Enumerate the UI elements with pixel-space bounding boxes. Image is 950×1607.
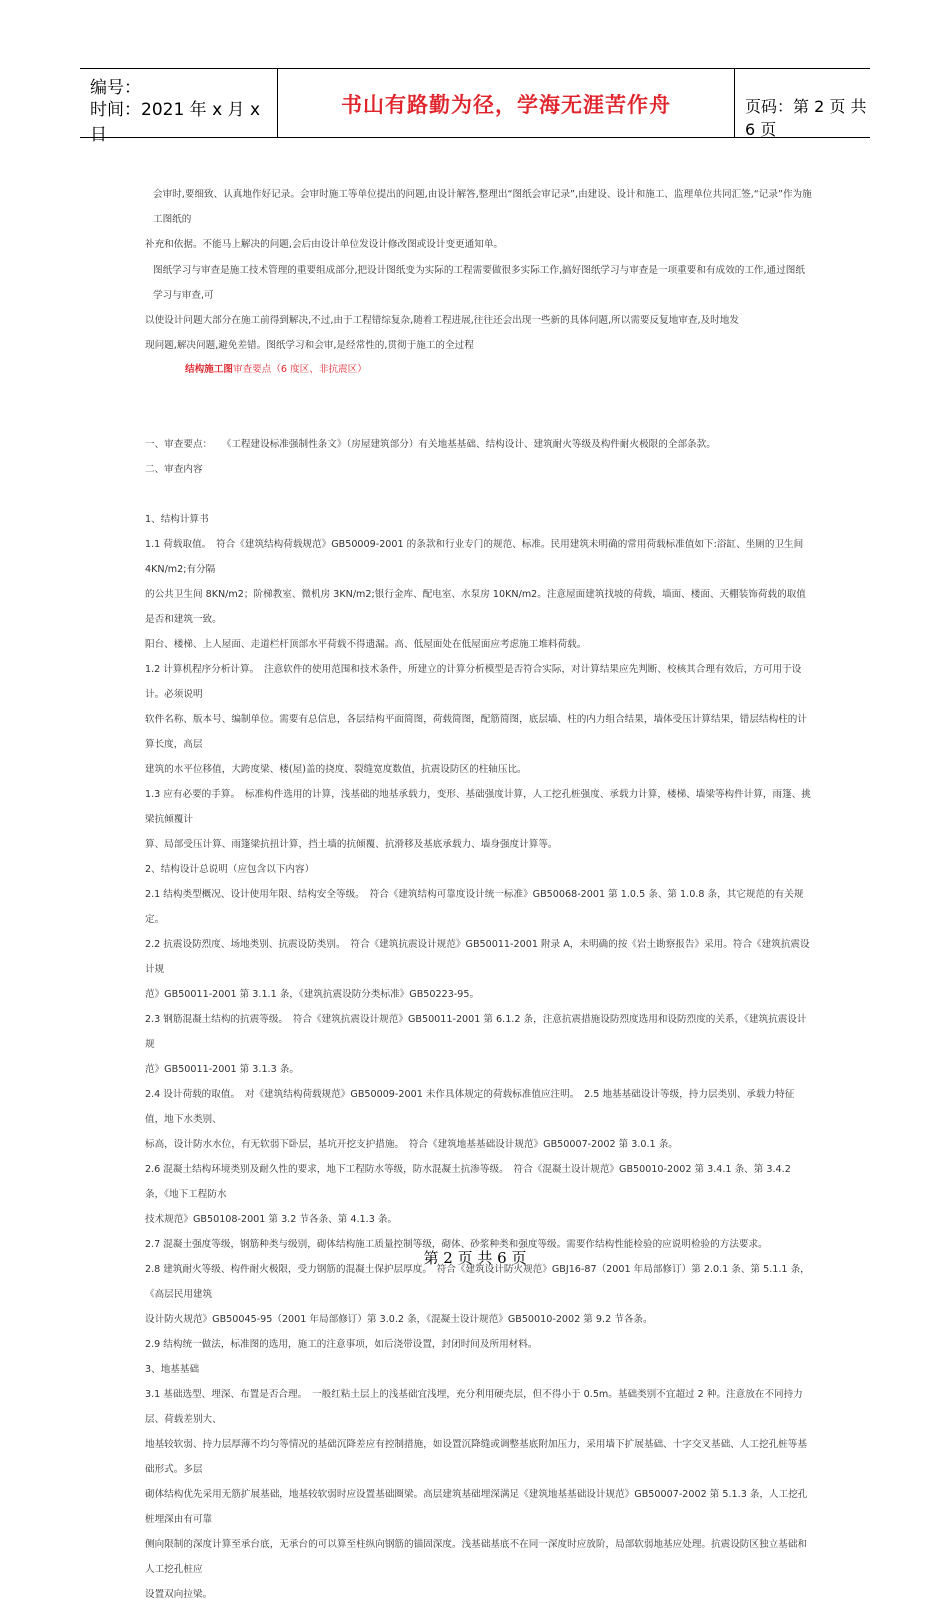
content-line: 2.3 钢筋混凝土结构的抗震等级。 符合《建筑抗震设计规范》GB50011-2001 第 6.1.2 条，注意抗震措施设防烈度选用和设防烈度的关系，《建筑抗震设计规 <box>145 1014 807 1050</box>
section-title-sub: 审查要点（6 度区、非抗震区） <box>232 364 367 375</box>
content-line: 2、结构设计总说明（应包含以下内容） <box>145 864 315 875</box>
content-line: 2.6 混凝土结构环境类别及耐久性的要求，地下工程防水等级，防水混凝土抗渗等级。 符合《混凝土设计规范》GB50010-2002 第 3.4.1 条、第 3.4.2 条，《地下工程防水 <box>145 1164 791 1200</box>
content-line: 二、审查内容 <box>145 464 203 475</box>
content-line: 阳台、楼梯、上人屋面、走道栏杆顶部水平荷载不得遗漏。高、低屋面处在低屋面应考虑施工堆料荷载。 <box>145 639 587 650</box>
content-block-2 <box>145 507 813 1607</box>
content-line: 算、局部受压计算、雨篷梁抗扭计算，挡土墙的抗倾覆、抗滑移及基底承载力、墙身强度计算等。 <box>145 839 558 850</box>
content-line: 3.1 基础选型、埋深、布置是否合理。 一般红粘土层上的浅基础宜浅埋，充分利用硬壳层，但不得小于 0.5m。基础类别不宜超过 2 种。注意放在不同持力层、荷载差别大、 <box>145 1389 803 1425</box>
content-line: 2.7 混凝土强度等级，钢筋种类与级别，砌体结构施工质量控制等级，砌体、砂浆种类和强度等级。需要作结构性能检验的应说明检验的方法要求。 <box>145 1239 768 1250</box>
content-line: 1.1 荷载取值。 符合《建筑结构荷载规范》GB50009-2001 的条款和行业专门的规范、标准。民用建筑未明确的常用荷载标准值如下:浴缸、坐厕的卫生间 4KN/m2;有分隔 <box>145 539 804 575</box>
content-line: 范》GB50011-2001 第 3.1.1 条，《建筑抗震设防分类标准》GB50223-95。 <box>145 989 480 1000</box>
content-line: 建筑的水平位移值，大跨度梁、楼(屋)盖的挠度、裂缝宽度数值，抗震设防区的柱轴压比。 <box>145 764 527 775</box>
content-line: 侧向限制的深度计算至承台底，无承台的可以算至柱纵向钢筋的锚固深度。浅基础基底不在同一深度时应放阶，局部软弱地基应处理。抗震设防区独立基础和人工挖孔桩应 <box>145 1539 807 1575</box>
doc-number-label: 编号： <box>90 78 141 98</box>
content-line: 1、结构计算书 <box>145 514 209 525</box>
content-line: 2.2 抗震设防烈度、场地类别、抗震设防类别。 符合《建筑抗震设计规范》GB50011-2001 附录 A，未明确的按《岩土勘察报告》采用。符合《建筑抗震设计规 <box>145 939 810 975</box>
page-header <box>80 68 870 145</box>
intro-line: 会审时,要细致、认真地作好记录。会审时施工等单位提出的问题,由设计解答,整理出“图纸会审记录”,由建设、设计和施工、监理单位共同汇签,“记录”作为施工图纸的 <box>153 189 812 225</box>
page-footer: 第 2 页 共 6 页 <box>423 1249 527 1267</box>
doc-time-label: 时间：2021 年 x 月 x 日 <box>90 100 260 145</box>
slogan: 书山有路勤为径，学海无涯苦作舟 <box>341 93 671 117</box>
content-line: 标高，设计防水水位，有无软弱下卧层，基坑开挖支护措施。 符合《建筑地基基础设计规范》GB50007-2002 第 3.0.1 条。 <box>145 1139 678 1150</box>
content-line: 的公共卫生间 8KN/m2；阶梯教室、微机房 3KN/m2;银行金库、配电室、水泵房 10KN/m2。注意屋面建筑找坡的荷载，墙面、楼面、天棚装饰荷载的取值是否和建筑一致。 <box>145 589 806 625</box>
content-line: 3、地基基础 <box>145 1364 200 1375</box>
intro-paragraph-2 <box>145 258 813 358</box>
page-number-label: 页码：第 2 页 共 6 页 <box>745 97 867 139</box>
content-line: 设置双向拉梁。 <box>145 1589 213 1600</box>
content-line: 软件名称、版本号、编制单位。需要有总信息，各层结构平面简图，荷载简图，配筋简图，底层墙、柱的内力组合结果，墙体受压计算结果，错层结构柱的计算长度，高层 <box>145 714 807 750</box>
intro-line: 现问题,解决问题,避免差错。图纸学习和会审,是经常性的,贯彻于施工的全过程 <box>145 340 474 351</box>
content-line: 范》GB50011-2001 第 3.1.3 条。 <box>145 1064 299 1075</box>
header-meta-cell <box>80 69 278 145</box>
content-line: 设计防火规范》GB50045-95（2001 年局部修订）第 3.0.2 条，《混凝土设计规范》GB50010-2002 第 9.2 节各条。 <box>145 1314 653 1325</box>
content-line: 砌体结构优先采用无筋扩展基础，地基较软弱时应设置基础圈梁。高层建筑基础埋深满足《建筑地基基础设计规范》GB50007-2002 第 5.1.3 条，人工挖孔桩埋深由有可靠 <box>145 1489 808 1525</box>
content-line: 一、审查要点： 《工程建设标准强制性条文》（房屋建筑部分）有关地基基础、结构设计、建筑耐火等级及构件耐火极限的全部条款。 <box>145 439 716 450</box>
content-line: 技术规范》GB50108-2001 第 3.2 节各条、第 4.1.3 条。 <box>145 1214 398 1225</box>
content-line: 2.1 结构类型概况、设计使用年限、结构安全等级。 符合《建筑结构可靠度设计统一标准》GB50068-2001 第 1.0.5 条、第 1.0.8 条，其它规范的有关规定。 <box>145 889 804 925</box>
header-slogan-cell <box>278 69 735 137</box>
content-line: 2.8 建筑耐火等级、构件耐火极限，受力钢筋的混凝土保护层厚度。 符合《建筑设计防火规范》GBJ16-87（2001 年局部修订）第 2.0.1 条、第 5.1.1 条，《高层民用建筑 <box>145 1264 810 1300</box>
content-line: 1.2 计算机程序分析计算。 注意软件的使用范围和技术条件，所建立的计算分析模型是否符合实际，对计算结果应先判断、校核其合理有效后，方可用于设计。必须说明 <box>145 664 802 700</box>
intro-line: 补充和依据。不能马上解决的问题,会后由设计单位发设计修改图或设计变更通知单。 <box>145 239 504 250</box>
section-title-main: 结构施工图 <box>185 364 233 375</box>
content-line: 1.3 应有必要的手算。 标准构件选用的计算，浅基础的地基承载力，变形、基础强度计算，人工挖孔桩强度、承载力计算，楼梯、墙梁等构件计算，雨篷、挑梁抗倾覆计 <box>145 789 811 825</box>
intro-line: 图纸学习与审查是施工技术管理的重要组成部分,把设计图纸变为实际的工程需要做很多实际工作,搞好图纸学习与审查是一项重要和有成效的工作,通过图纸学习与审查,可 <box>153 265 805 301</box>
section-title <box>185 357 853 382</box>
content-line: 2.9 结构统一做法，标准图的选用，施工的注意事项，如后浇带设置，封闭时间及所用材料。 <box>145 1339 538 1350</box>
content-line: 2.4 设计荷载的取值。 对《建筑结构荷载规范》GB50009-2001 未作具体规定的荷载标准值应注明。 2.5 地基基础设计等级，持力层类别、承载力特征值，地下水类别、 <box>145 1089 795 1125</box>
intro-line: 以使设计问题大部分在施工前得到解决,不过,由于工程错综复杂,随着工程进展,往往还会出现一些新的具体问题,所以需要反复地审查,及时地发 <box>145 315 739 326</box>
content-line: 地基较软弱、持力层厚薄不均匀等情况的基础沉降差应有控制措施，如设置沉降缝或调整基底附加压力，采用墙下扩展基础、十字交叉基础、人工挖孔桩等基础形式。多层 <box>145 1439 807 1475</box>
header-page-cell <box>735 69 870 137</box>
intro-paragraph-1 <box>145 182 813 257</box>
content-block-1 <box>145 432 813 482</box>
